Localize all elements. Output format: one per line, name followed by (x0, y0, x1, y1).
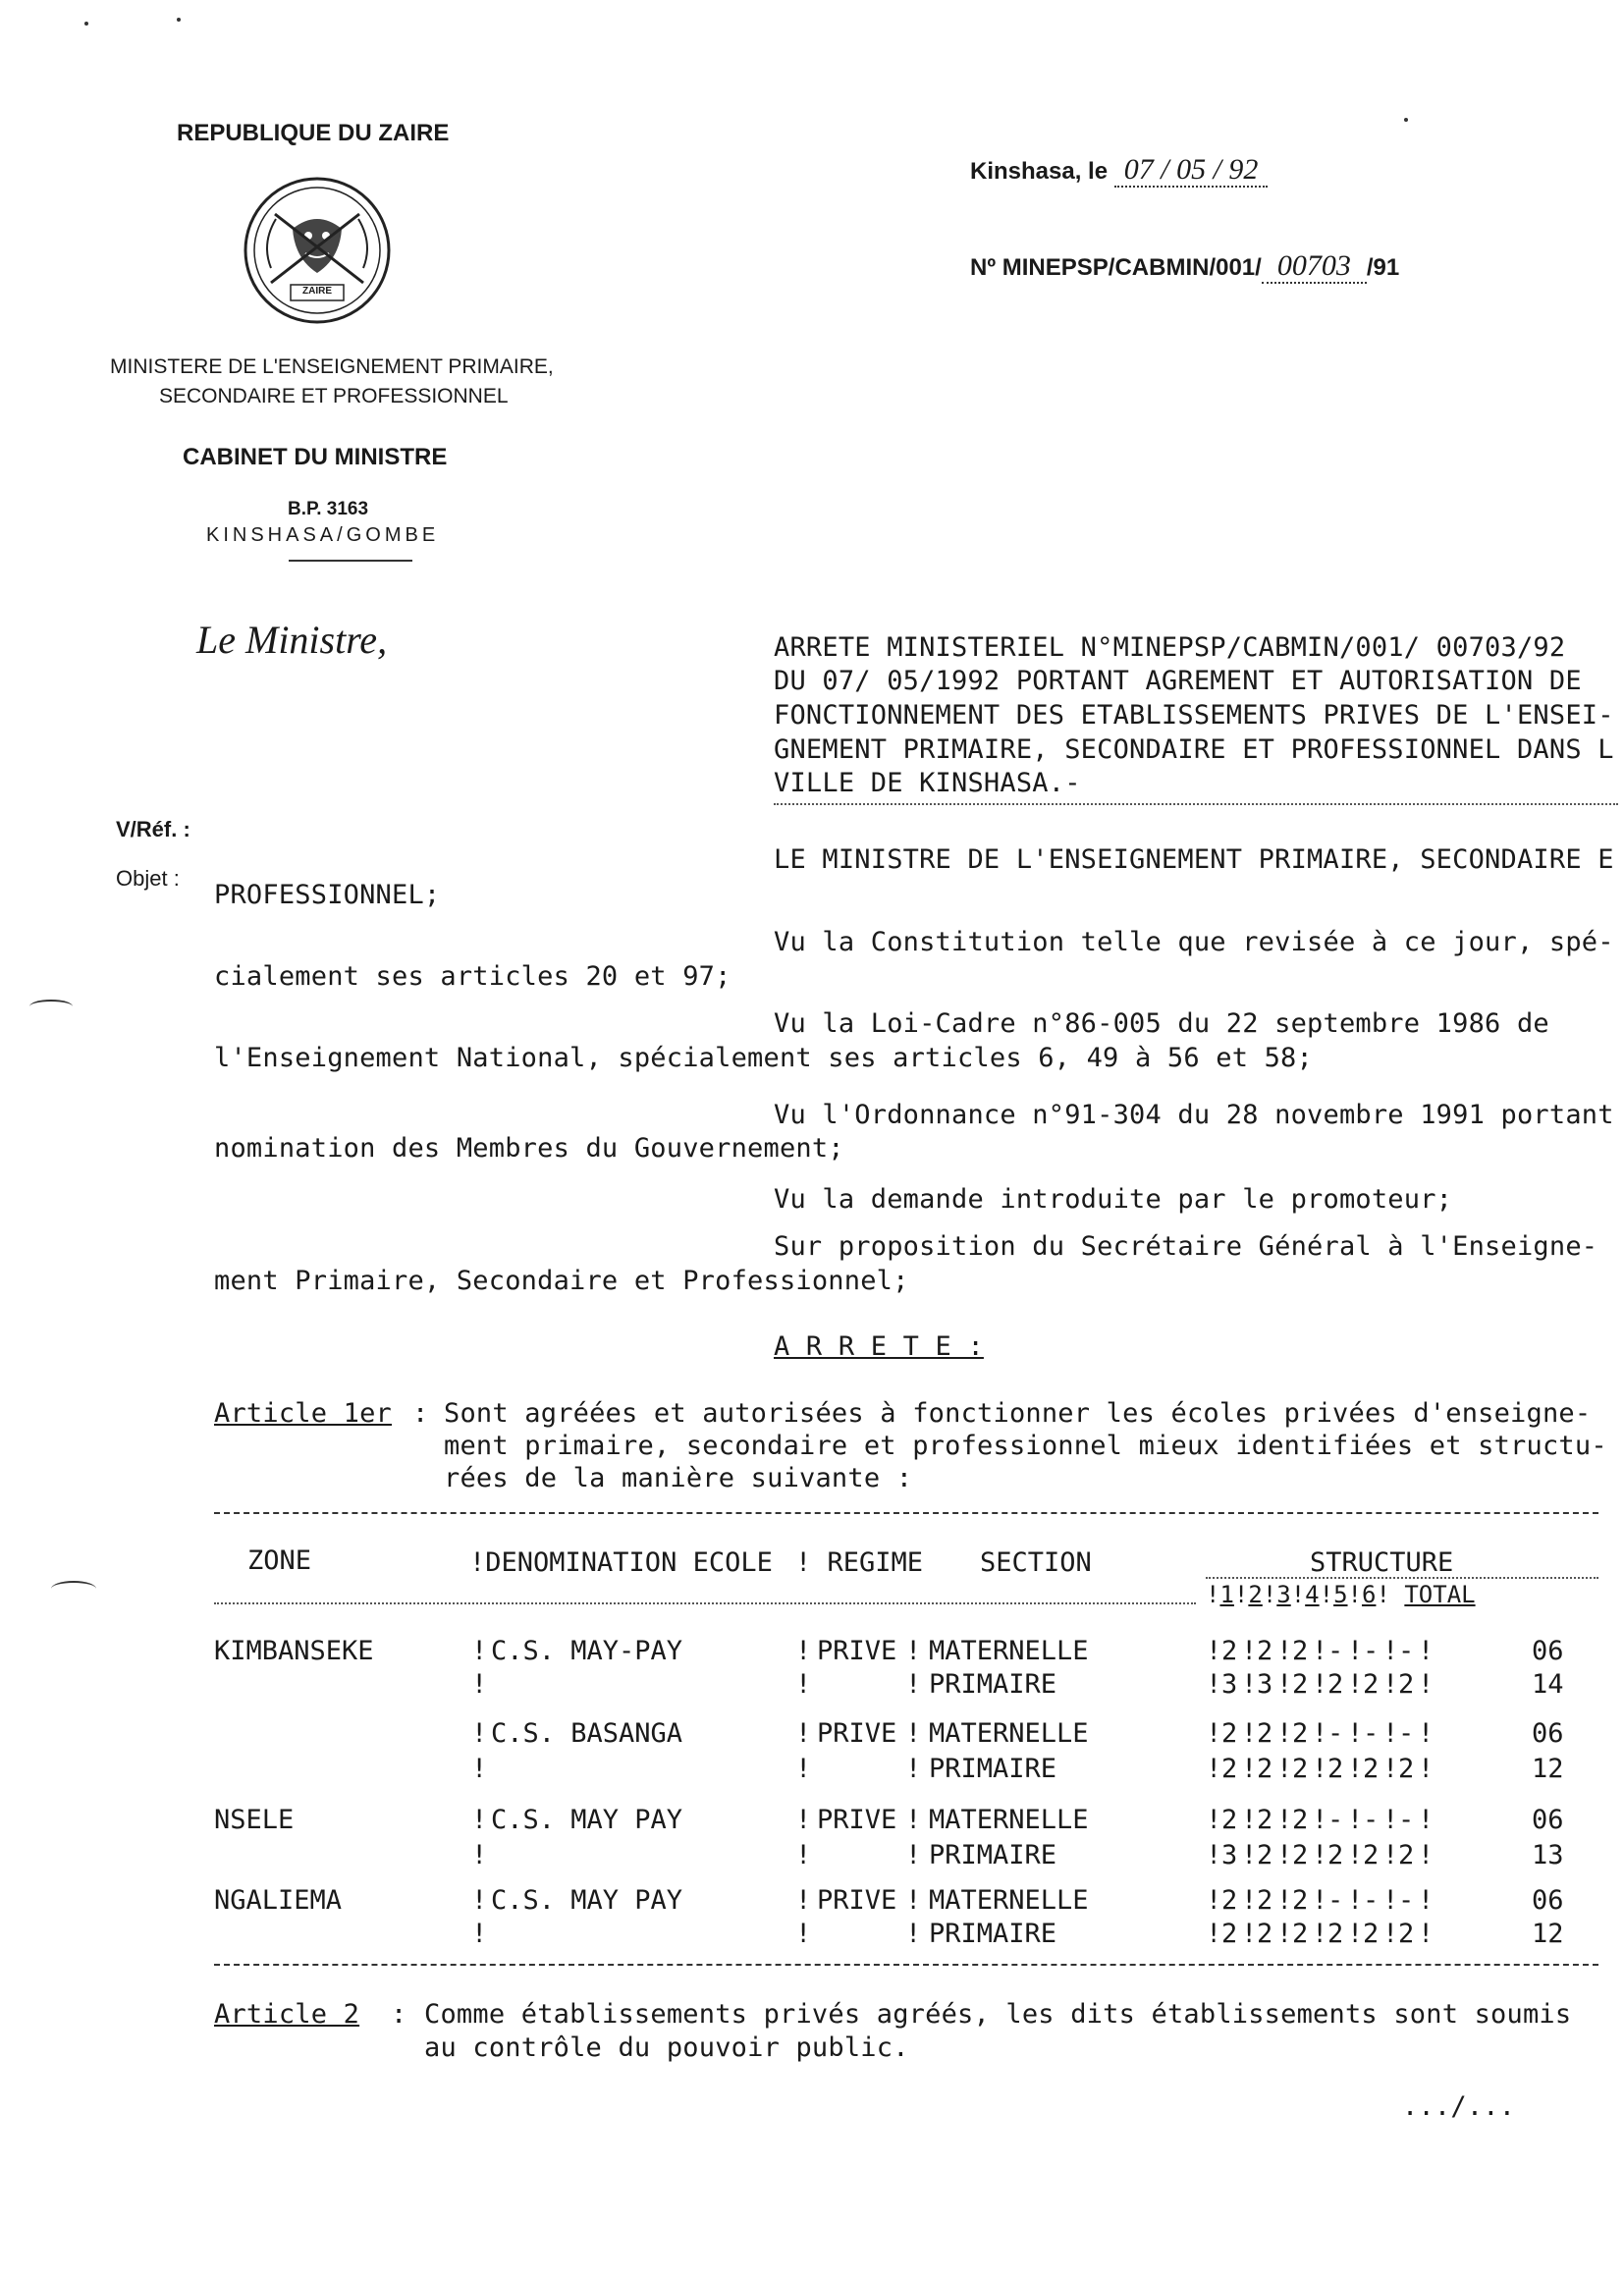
cell-structure-value: - (1363, 1636, 1380, 1666)
article-1-line2: ment primaire, secondaire et professionnel mieux identifiées et structu- (444, 1431, 1607, 1461)
cell-sep: ! (795, 1805, 812, 1835)
cell-sep: ! (1347, 1669, 1364, 1700)
cell-sep: ! (905, 1636, 922, 1666)
cell-structure-value: 2 (1257, 1840, 1273, 1870)
sub-header: 1 (1219, 1581, 1234, 1608)
cell-total: 14 (1532, 1669, 1564, 1700)
cell-sep: ! (1276, 1840, 1293, 1870)
cell-structure-value: - (1327, 1636, 1344, 1666)
cell-section: MATERNELLE (929, 1718, 1089, 1749)
header-bottom-rule (214, 1602, 1196, 1604)
number-suffix: /91 (1366, 254, 1400, 281)
cell-structure-value: 2 (1363, 1754, 1380, 1784)
cell-total: 06 (1532, 1805, 1564, 1835)
cell-structure-value: 2 (1398, 1754, 1415, 1784)
title-line-1: ARRETE MINISTERIEL N°MINEPSP/CABMIN/001/ 00703/92 (774, 632, 1566, 663)
date-value: 07 / 05 / 92 (1114, 153, 1269, 188)
title-line-4: GNEMENT PRIMAIRE, SECONDAIRE ET PROFESSIONNEL DANS L (774, 734, 1614, 765)
cell-sep: ! (471, 1805, 488, 1835)
cell-structure-value: 2 (1327, 1669, 1344, 1700)
cell-structure-value: 2 (1363, 1919, 1380, 1949)
continuation-mark: .../... (1402, 2091, 1516, 2122)
preamble-proposition-line2: ment Primaire, Secondaire et Professionnel; (214, 1266, 909, 1296)
cell-structure-value: 2 (1292, 1636, 1309, 1666)
cell-sep: ! (905, 1805, 922, 1835)
cell-sep: ! (1418, 1805, 1435, 1835)
cell-structure-value: - (1398, 1805, 1415, 1835)
national-seal (242, 175, 393, 326)
cell-total: 06 (1532, 1885, 1564, 1916)
cell-structure-value: 2 (1292, 1919, 1309, 1949)
article-1-line3: rées de la manière suivante : (444, 1463, 913, 1493)
ministry-line-2: SECONDAIRE ET PROFESSIONNEL (159, 385, 509, 407)
cell-structure-value: 3 (1221, 1669, 1238, 1700)
preamble-ordonnance-line2: nomination des Membres du Gouvernement; (214, 1133, 844, 1164)
cell-total: 13 (1532, 1840, 1564, 1870)
title-underline (774, 803, 1618, 805)
cell-structure-value: 2 (1257, 1636, 1273, 1666)
cell-sep: ! (1418, 1754, 1435, 1784)
cell-sep: ! (1312, 1805, 1328, 1835)
cell-sep: ! (1206, 1669, 1222, 1700)
cell-sep: ! (471, 1669, 488, 1700)
cell-sep: ! (905, 1669, 922, 1700)
vref-label: V/Réf. : (116, 817, 190, 841)
cell-structure-value: 2 (1292, 1805, 1309, 1835)
cell-section: MATERNELLE (929, 1805, 1089, 1835)
cell-structure-value: - (1398, 1885, 1415, 1916)
cell-sep: ! (1206, 1840, 1222, 1870)
cell-sep: ! (471, 1636, 488, 1666)
number-prefix: Nº MINEPSP/CABMIN/001/ (970, 254, 1262, 281)
cell-sep: ! (1418, 1669, 1435, 1700)
cell-sep: ! (1241, 1636, 1258, 1666)
preamble-minister-line1: LE MINISTRE DE L'ENSEIGNEMENT PRIMAIRE, SECONDAIRE E (774, 844, 1614, 875)
cell-structure-value: 2 (1257, 1885, 1273, 1916)
cell-sep: ! (1382, 1885, 1399, 1916)
col-header-total: TOTAL (1404, 1581, 1476, 1608)
cell-ecole: C.S. MAY PAY (491, 1805, 683, 1835)
cell-zone: NSELE (214, 1805, 295, 1835)
cell-structure-value: 2 (1221, 1805, 1238, 1835)
cell-structure-value: 2 (1398, 1669, 1415, 1700)
preamble-minister-line2: PROFESSIONNEL; (214, 880, 441, 910)
cell-structure-value: 2 (1292, 1718, 1309, 1749)
col-header-denomination: !DENOMINATION ECOLE (469, 1547, 773, 1578)
cell-sep: ! (1241, 1885, 1258, 1916)
cell-sep: ! (1382, 1669, 1399, 1700)
cell-structure-value: 3 (1221, 1840, 1238, 1870)
cell-sep: ! (1206, 1718, 1222, 1749)
cell-sep: ! (1347, 1718, 1364, 1749)
sub-header: 3 (1276, 1581, 1291, 1608)
cell-structure-value: 2 (1327, 1754, 1344, 1784)
cabinet-title: CABINET DU MINISTRE (183, 444, 448, 470)
cell-sep: ! (1276, 1636, 1293, 1666)
table-top-rule (214, 1512, 1598, 1514)
article-2-line1: Comme établissements privés agréés, les dits établissements sont soumis (424, 1999, 1572, 2030)
cell-sep: ! (1206, 1805, 1222, 1835)
cell-structure-value: 2 (1221, 1718, 1238, 1749)
cell-sep: ! (795, 1754, 812, 1784)
sub-header: 6 (1361, 1581, 1377, 1608)
cell-structure-value: 2 (1257, 1718, 1273, 1749)
cell-sep: ! (1241, 1840, 1258, 1870)
cell-sep: ! (1241, 1669, 1258, 1700)
cell-sep: ! (471, 1919, 488, 1949)
cell-total: 06 (1532, 1718, 1564, 1749)
cell-sep: ! (1312, 1885, 1328, 1916)
cell-structure-value: - (1363, 1718, 1380, 1749)
cell-section: PRIMAIRE (929, 1669, 1057, 1700)
cell-sep: ! (1418, 1885, 1435, 1916)
cell-sep: ! (1347, 1754, 1364, 1784)
cell-regime: PRIVE (817, 1718, 897, 1749)
cell-total: 12 (1532, 1919, 1564, 1949)
cell-sep: ! (1418, 1636, 1435, 1666)
cell-sep: ! (1312, 1919, 1328, 1949)
col-header-section: SECTION (980, 1547, 1092, 1578)
postal-box: B.P. 3163 (288, 499, 369, 519)
cell-sep: ! (795, 1669, 812, 1700)
cell-sep: ! (1418, 1718, 1435, 1749)
preamble-loi-line2: l'Enseignement National, spécialement ses articles 6, 49 à 56 et 58; (214, 1043, 1313, 1073)
cell-sep: ! (1206, 1636, 1222, 1666)
cell-sep: ! (795, 1636, 812, 1666)
cell-sep: ! (1347, 1636, 1364, 1666)
cell-regime: PRIVE (817, 1885, 897, 1916)
cell-structure-value: 3 (1257, 1669, 1273, 1700)
sub-header: 4 (1305, 1581, 1320, 1608)
cell-total: 06 (1532, 1636, 1564, 1666)
cell-structure-value: - (1398, 1718, 1415, 1749)
cell-sep: ! (1206, 1919, 1222, 1949)
sub-header: 2 (1248, 1581, 1263, 1608)
cell-sep: ! (1241, 1718, 1258, 1749)
cell-structure-value: 2 (1221, 1754, 1238, 1784)
cell-structure-value: 2 (1398, 1840, 1415, 1870)
cell-zone: NGALIEMA (214, 1885, 343, 1916)
cell-sep: ! (1312, 1840, 1328, 1870)
cell-ecole: C.S. MAY PAY (491, 1885, 683, 1916)
cell-structure-value: 2 (1257, 1919, 1273, 1949)
cell-zone: KIMBANSEKE (214, 1636, 374, 1666)
date-line (970, 153, 1268, 187)
cell-sep: ! (1347, 1885, 1364, 1916)
preamble-proposition-line1: Sur proposition du Secrétaire Général à l'Enseigne- (774, 1231, 1598, 1262)
article-2-label: Article 2 (214, 1999, 360, 2030)
cell-structure-value: 2 (1292, 1885, 1309, 1916)
seal-emblem-icon (242, 175, 393, 326)
cell-section: PRIMAIRE (929, 1919, 1057, 1949)
city-label: KINSHASA/GOMBE (206, 524, 440, 546)
date-prefix: Kinshasa, le (970, 158, 1109, 185)
cell-sep: ! (1312, 1669, 1328, 1700)
preamble-constitution-line1: Vu la Constitution telle que revisée à ce jour, spé- (774, 927, 1614, 957)
cell-structure-value: - (1398, 1636, 1415, 1666)
cell-sep: ! (905, 1754, 922, 1784)
cell-structure-value: - (1327, 1718, 1344, 1749)
cell-structure-value: 2 (1363, 1669, 1380, 1700)
article-1-sep: : (412, 1398, 429, 1429)
arrete-heading: A R R E T E : (774, 1331, 984, 1362)
cell-sep: ! (1276, 1919, 1293, 1949)
cell-sep: ! (471, 1885, 488, 1916)
seal-label: ZAIRE (302, 286, 332, 297)
cell-sep: ! (1418, 1919, 1435, 1949)
cell-structure-value: - (1327, 1805, 1344, 1835)
cell-ecole: C.S. BASANGA (491, 1718, 683, 1749)
cell-sep: ! (471, 1754, 488, 1784)
cell-regime: PRIVE (817, 1636, 897, 1666)
cell-sep: ! (1347, 1919, 1364, 1949)
republic-title: REPUBLIQUE DU ZAIRE (177, 120, 450, 146)
cell-sep: ! (1382, 1805, 1399, 1835)
preamble-constitution-line2: cialement ses articles 20 et 97; (214, 961, 731, 992)
cell-structure-value: 2 (1221, 1919, 1238, 1949)
cell-sep: ! (795, 1919, 812, 1949)
scan-mark (29, 1000, 73, 1013)
cell-sep: ! (1206, 1885, 1222, 1916)
cell-sep: ! (1276, 1885, 1293, 1916)
scan-speck (177, 18, 181, 22)
cell-sep: ! (1276, 1754, 1293, 1784)
ministry-line-1: MINISTERE DE L'ENSEIGNEMENT PRIMAIRE, (110, 355, 554, 378)
article-1-label: Article 1er (214, 1398, 393, 1429)
cell-section: PRIMAIRE (929, 1754, 1057, 1784)
cell-structure-value: 2 (1292, 1754, 1309, 1784)
article-1-line1: Sont agréées et autorisées à fonctionner les écoles privées d'enseigne- (444, 1398, 1592, 1429)
col-header-zone: ZONE (247, 1545, 312, 1576)
cell-section: PRIMAIRE (929, 1840, 1057, 1870)
number-value: 00703 (1262, 249, 1367, 284)
cell-total: 12 (1532, 1754, 1564, 1784)
reference-number-line (970, 249, 1399, 283)
title-line-3: FONCTIONNEMENT DES ETABLISSEMENTS PRIVES DE L'ENSEI- (774, 700, 1614, 731)
cell-structure-value: 2 (1221, 1636, 1238, 1666)
structure-subheaders: !1!2!3!4!5!6! TOTAL (1206, 1581, 1476, 1608)
cell-sep: ! (795, 1718, 812, 1749)
article-2-sep: : (391, 1999, 407, 2030)
cell-sep: ! (905, 1840, 922, 1870)
cell-sep: ! (1276, 1805, 1293, 1835)
cell-sep: ! (795, 1840, 812, 1870)
cell-structure-value: 2 (1327, 1840, 1344, 1870)
col-header-regime: ! REGIME (795, 1547, 924, 1578)
cell-sep: ! (1206, 1754, 1222, 1784)
title-line-2: DU 07/ 05/1992 PORTANT AGREMENT ET AUTORISATION DE (774, 666, 1582, 696)
cell-sep: ! (1418, 1840, 1435, 1870)
cell-structure-value: 2 (1221, 1885, 1238, 1916)
cell-structure-value: 2 (1363, 1840, 1380, 1870)
cell-structure-value: 2 (1327, 1919, 1344, 1949)
structure-header-rule (1206, 1577, 1598, 1579)
cell-sep: ! (1382, 1919, 1399, 1949)
cell-sep: ! (1276, 1669, 1293, 1700)
article-2-line2: au contrôle du pouvoir public. (424, 2032, 909, 2063)
cell-sep: ! (1382, 1840, 1399, 1870)
cell-sep: ! (1312, 1754, 1328, 1784)
cell-sep: ! (1241, 1919, 1258, 1949)
cell-sep: ! (905, 1919, 922, 1949)
cell-structure-value: 2 (1257, 1754, 1273, 1784)
cell-sep: ! (471, 1840, 488, 1870)
scan-speck (84, 22, 88, 26)
cell-sep: ! (471, 1718, 488, 1749)
cell-structure-value: 2 (1398, 1919, 1415, 1949)
cell-sep: ! (905, 1718, 922, 1749)
cell-sep: ! (1382, 1718, 1399, 1749)
cell-sep: ! (1347, 1840, 1364, 1870)
table-bottom-rule (214, 1964, 1598, 1966)
cell-sep: ! (905, 1885, 922, 1916)
sub-header: 5 (1333, 1581, 1348, 1608)
cell-section: MATERNELLE (929, 1636, 1089, 1666)
cell-regime: PRIVE (817, 1805, 897, 1835)
preamble-loi-line1: Vu la Loi-Cadre n°86-005 du 22 septembre 1986 de (774, 1008, 1549, 1039)
cell-sep: ! (1382, 1754, 1399, 1784)
cell-structure-value: - (1363, 1885, 1380, 1916)
city-underline (289, 560, 412, 562)
cell-structure-value: 2 (1292, 1669, 1309, 1700)
scan-speck (1404, 118, 1408, 122)
cell-sep: ! (1241, 1754, 1258, 1784)
cell-structure-value: 2 (1257, 1805, 1273, 1835)
col-header-structure: STRUCTURE (1310, 1547, 1454, 1578)
preamble-demande: Vu la demande introduite par le promoteur; (774, 1184, 1453, 1215)
cell-sep: ! (1276, 1718, 1293, 1749)
cell-sep: ! (1241, 1805, 1258, 1835)
cell-structure-value: - (1363, 1805, 1380, 1835)
cell-structure-value: - (1327, 1885, 1344, 1916)
signature-title: Le Ministre, (196, 618, 388, 662)
cell-ecole: C.S. MAY-PAY (491, 1636, 683, 1666)
title-line-5: VILLE DE KINSHASA.- (774, 768, 1081, 798)
cell-sep: ! (1382, 1636, 1399, 1666)
preamble-ordonnance-line1: Vu l'Ordonnance n°91-304 du 28 novembre 1991 portant (774, 1100, 1614, 1130)
cell-sep: ! (795, 1885, 812, 1916)
scan-mark (51, 1581, 96, 1597)
cell-sep: ! (1312, 1636, 1328, 1666)
cell-structure-value: 2 (1292, 1840, 1309, 1870)
cell-section: MATERNELLE (929, 1885, 1089, 1916)
cell-sep: ! (1347, 1805, 1364, 1835)
cell-sep: ! (1312, 1718, 1328, 1749)
objet-label: Objet : (116, 866, 180, 891)
